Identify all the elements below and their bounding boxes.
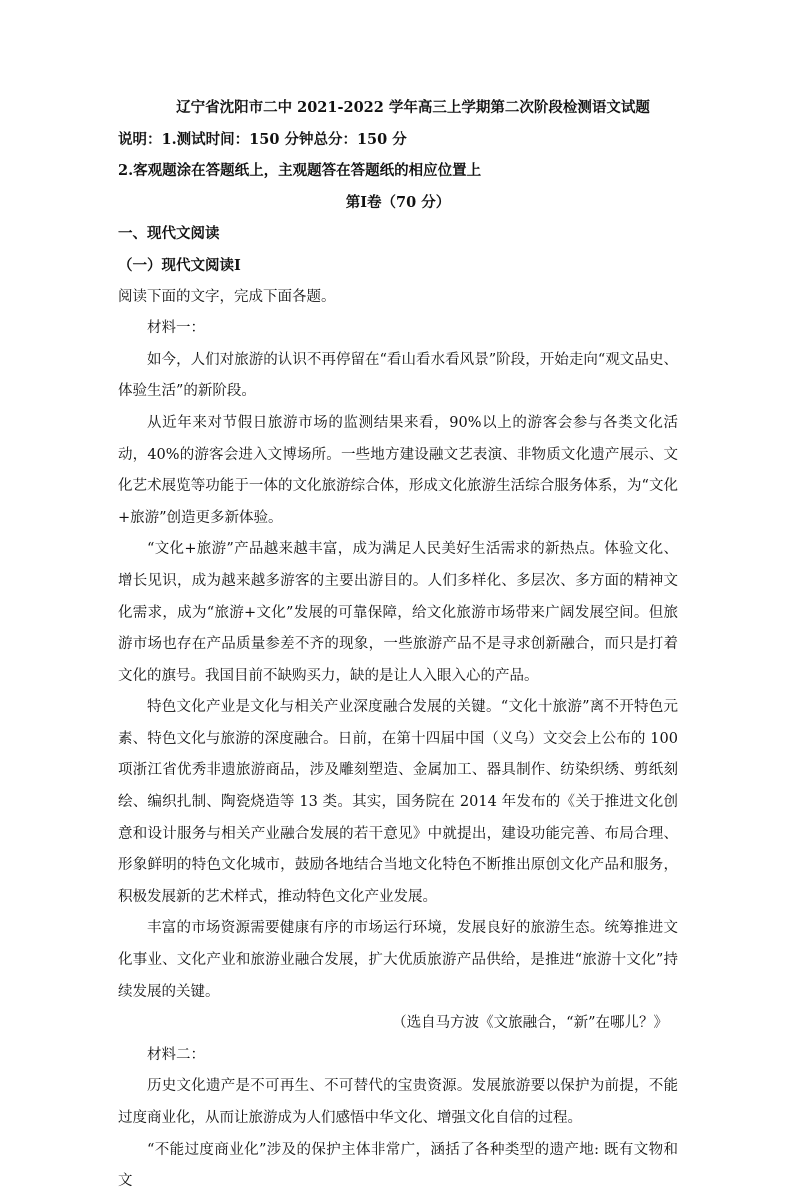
exam-note-1: 说明：1.测试时间：150 分钟总分：150 分 [118, 130, 407, 148]
material-1-label: 材料一： [147, 320, 205, 337]
material-1-paragraph-4: 特色文化产业是文化与相关产业深度融合发展的关键。“文化十旅游”离不开特色元素、特色文化与旅游的深度融合。日前，在第十四届中国（义乌）文交会上公布的 100 项浙江省优秀非遗旅游商品，涉及雕刻塑造、金属加工、器具制作、纺染织绣、剪纸刻绘、编织扎制、陶瓷烧造等 13 类。其实，国务院在 2014 年发布的《关于推进文化创意和设计服务与相关产业融合发展的若干意见》中就提出，建设功能完善、布局合理、形象鲜明的特色文化城市，鼓励各地结合当地文化特色不断推出原创文化产品和服务，积极发展新的艺术样式，推动特色文化产业发展。 [118, 699, 678, 905]
exam-title: 辽宁省沈阳市二中 2021-2022 学年高三上学期第二次阶段检测语文试题 [176, 99, 650, 116]
material-1-source: （选自马方波《文旅融合，“新”在哪儿？》 [392, 1015, 668, 1032]
subsection-heading: （一）现代文阅读Ⅰ [118, 256, 241, 274]
material-1-paragraph-1: 如今，人们对旅游的认识不再停留在“看山看水看风景”阶段，开始走向“观文品史、体验生活”的新阶段。 [118, 351, 678, 400]
exam-note-2: 2.客观题涂在答题纸上，主观题答在答题纸的相应位置上 [118, 162, 482, 180]
document-page [118, 92, 678, 1198]
instruction: 阅读下面的文字，完成下面各题。 [118, 288, 336, 305]
material-1-paragraph-5: 丰富的市场资源需要健康有序的市场运行环境，发展良好的旅游生态。统筹推进文化事业、文化产业和旅游业融合发展，扩大优质旅游产品供给，是推进“旅游十文化”持续发展的关键。 [118, 920, 678, 1000]
volume-heading: 第Ⅰ卷（70 分） [345, 193, 451, 211]
part-heading: 一、现代文阅读 [118, 225, 220, 243]
material-1-paragraph-2: 从近年来对节假日旅游市场的监测结果来看，90%以上的游客会参与各类文化活动，40%的游客会进入文博场所。一些地方建设融文艺表演、非物质文化遗产展示、文化艺术展览等功能于一体的文化旅游综合体，形成文化旅游生活综合服务体系，为“文化+旅游”创造更多新体验。 [118, 414, 678, 526]
material-2-label: 材料二： [147, 1046, 205, 1063]
material-2-paragraph-1: 历史文化遗产是不可再生、不可替代的宝贵资源。发展旅游要以保护为前提，不能过度商业化，从而让旅游成为人们感悟中华文化、增强文化自信的过程。 [118, 1078, 678, 1126]
material-2-paragraph-2: “不能过度商业化”涉及的保护主体非常广，涵括了各种类型的遗产地: 既有文物和文 [118, 1141, 678, 1190]
material-1-paragraph-3: “文化+旅游”产品越来越丰富，成为满足人民美好生活需求的新热点。体验文化、增长见识，成为越来越多游客的主要出游目的。人们多样化、多层次、多方面的精神文化需求，成为“旅游+文化”发展的可靠保障，给文化旅游市场带来广阔发展空间。但旅游市场也存在产品质量参差不齐的现象，一些旅游产品不是寻求创新融合，而只是打着文化的旗号。我国目前不缺购买力，缺的是让人入眼入心的产品。 [118, 541, 678, 684]
